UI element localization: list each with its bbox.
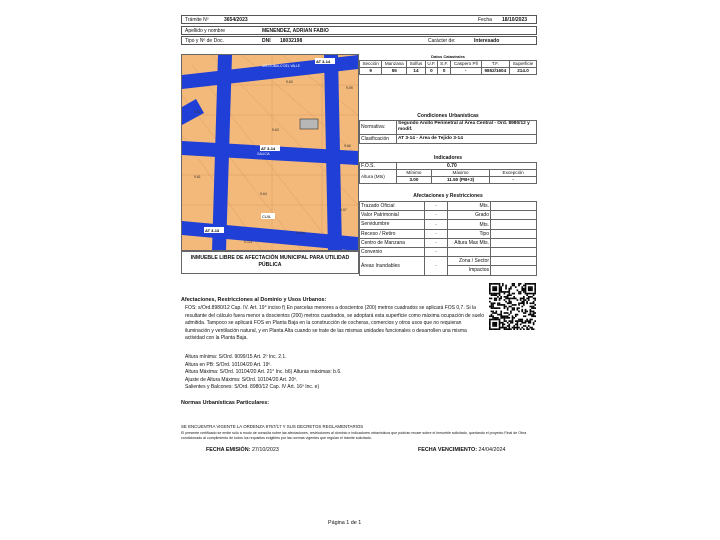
map-svg	[182, 55, 358, 251]
vencimiento-value: 24/04/2024	[478, 447, 506, 453]
street-label-top: ARISTOBULO DEL VALLE	[262, 64, 301, 68]
afectacion-extra	[491, 202, 537, 211]
inmueble-box	[181, 250, 359, 274]
zone-label-top: AT 3-14	[316, 59, 331, 64]
fecha-label: Fecha	[478, 17, 492, 23]
altura-label: Altura (Mts)	[360, 170, 397, 184]
afectacion-row	[360, 220, 537, 229]
parcel-label: 9-60	[286, 80, 293, 84]
parcel-label: 9-61	[194, 175, 201, 179]
zone-label-mid: AT 3-14	[261, 146, 276, 151]
catastral-header: Superficie	[510, 61, 537, 68]
condiciones-title: Condiciones Urbanísticas	[417, 113, 479, 119]
clasificacion-value: AT 3-14 - Área de Tejido 3-14	[397, 134, 537, 143]
afectacion-label: Valor Patrimonial	[360, 211, 425, 220]
inundables-row	[360, 257, 537, 266]
condiciones-table	[359, 120, 537, 144]
parcel-label: 9-124	[296, 231, 305, 235]
parcel-label: 9-121	[244, 240, 253, 244]
catastral-header: Solfus	[407, 61, 425, 68]
catastral-table	[359, 60, 537, 75]
afectacion-extra	[491, 238, 537, 247]
impactos-value	[491, 266, 537, 275]
afectacion-row	[360, 248, 537, 257]
certificate-page	[178, 12, 540, 532]
normativa-value: Segundo Anillo Perimetral al Área Central - Ord. 8980/12 y modif.	[397, 121, 537, 135]
emision-label: FECHA EMISIÓN:	[206, 447, 251, 453]
catastral-value: 214.0	[510, 68, 537, 75]
header-row-3	[181, 36, 537, 45]
parcel-label: 9-62	[194, 110, 201, 114]
altura-item: Altura Máxima: S/Ord. 10104/20 Art. 21° Inc. b6) Alturas máximas: b.6.	[185, 369, 342, 376]
afectacion-value: -	[425, 229, 448, 238]
catastral-header: S.F.	[438, 61, 451, 68]
afectacion-row	[360, 229, 537, 238]
indicadores-section	[359, 154, 537, 184]
qr-code	[489, 283, 536, 330]
tramite-label: Trámite Nº	[185, 17, 209, 23]
catastral-header: T.F.	[481, 61, 509, 68]
afectaciones-section	[359, 192, 537, 276]
catastral-header-row	[360, 61, 537, 68]
catastral-value: 9	[360, 68, 382, 75]
emision-value: 27/10/2023	[251, 447, 279, 453]
catastral-value: 14	[407, 68, 425, 75]
afectacion-value: -	[425, 220, 448, 229]
afect-section-text: FOS: s/Ord.8980/12 Cap. IV. Art. 19° inciso f) En parcelas menores a doscientos (200) metros cuadrados se aplicará FOS 0,7. Si la resultante del cálculo fuera menor a doscientos (200) metros cuadrados, se adoptará esta superficie como máxima ocupación de suelo admitida. Tampoco se aplicará FOS en Planta Baja en la construcción de cocheras, comercios y otros usos que no requieran iluminación y ventilación natural, y en Planta Alta cuando se trate de las mismas unidades funcionales o desarrollen una misma actividad con la Planta Baja.	[185, 305, 485, 342]
indicadores-table	[359, 162, 537, 184]
fecha-value: 18/10/2023	[502, 17, 528, 23]
street-label-mid: GALICIA	[257, 152, 270, 156]
afectacion-value: -	[425, 202, 448, 211]
catastral-header: Caspero Pll	[450, 61, 481, 68]
zona-label: Zona / Sector	[448, 257, 491, 266]
catastral-section	[359, 54, 537, 75]
catastral-value-row	[360, 68, 537, 75]
cuil-label: CUIL	[262, 214, 272, 219]
tramite-value: 3654/2023	[224, 17, 248, 23]
catastral-value: 0	[425, 68, 438, 75]
parcel-label: 9-59	[346, 86, 353, 90]
afectacion-row	[360, 211, 537, 220]
zone-label-bottom: AT 3-13	[205, 228, 220, 233]
caracter-label: Carácter de:	[428, 38, 456, 44]
col-maximo: Máximo	[431, 170, 489, 177]
doc-number: 18032198	[280, 38, 303, 44]
indicadores-title: Indicadores	[433, 155, 463, 161]
minimo-value: 3.00	[397, 177, 432, 184]
afectaciones-title: Afectaciones y Restricciones	[413, 193, 483, 199]
vigente-text: SE ENCUENTRA VIGENTE LA ORDENZA 9757/17 Y SUS DECRETOS REGLAMENTARIOS	[181, 424, 364, 429]
altura-item: Salientes y Balcones: S/Ord. 8980/12 Cap. IV Art. 16º Inc. e)	[185, 384, 320, 391]
afectacion-extra	[491, 220, 537, 229]
afectacion-label: Trazado Oficial	[360, 202, 425, 211]
afectacion-label: Convenio	[360, 248, 425, 257]
catastral-title: Datos Catastrales	[431, 54, 465, 59]
altura-item: Ajuste de Altura Máxima: S/Ord. 10104/20 Art. 20º.	[185, 376, 298, 383]
catastral-value: 9852/1604	[481, 68, 509, 75]
alturas-list	[185, 354, 485, 392]
doc-label: Tipo y Nº de Doc.	[185, 38, 224, 44]
inundables-label: Áreas Inundables	[360, 257, 425, 275]
impactos-label: Impactos	[448, 266, 491, 275]
afectacion-unit: Altura Max Mts.	[448, 238, 491, 247]
parcel-label: 9-64	[260, 192, 267, 196]
excepcion-value: -	[490, 177, 537, 184]
doc-type: DNI	[262, 38, 271, 44]
apellido-value: MENENDEZ, ADRIAN FABIO	[262, 28, 329, 34]
afectacion-unit: Tipo	[448, 229, 491, 238]
condiciones-section	[359, 112, 537, 144]
afectacion-label: Servidumbre	[360, 220, 425, 229]
afectacion-unit: Grado	[448, 211, 491, 220]
catastral-value: -	[450, 68, 481, 75]
vencimiento-block	[418, 447, 505, 454]
parcel-label: 9-63	[272, 128, 279, 132]
afectacion-unit	[448, 248, 491, 257]
zoning-map	[181, 54, 359, 252]
afectacion-value: -	[425, 238, 448, 247]
normativa-label: Normativa:	[360, 121, 397, 135]
parcel-label: 9-66	[344, 144, 351, 148]
page-number: Página 1 de 1	[328, 520, 362, 526]
emision-block	[206, 447, 279, 454]
col-minimo: Mínimo	[397, 170, 432, 177]
catastral-header: U.F.	[425, 61, 438, 68]
catastral-value: 0	[438, 68, 451, 75]
inmueble-text: INMUEBLE LIBRE DE AFECTACIÓN MUNICIPAL PARA UTILIDAD PÚBLICA	[190, 255, 350, 268]
afectacion-unit: Mts.	[448, 220, 491, 229]
altura-item: Altura mínima: S/Ord. 9099/15 Art. 2º Inc. 2.1.	[185, 354, 287, 360]
zona-value	[491, 257, 537, 266]
afectacion-value: -	[425, 248, 448, 257]
altura-item: Altura en PB: S/Ord. 10104/20 Art. 19º.	[185, 361, 272, 368]
catastral-header: Sección	[360, 61, 382, 68]
afectacion-value: -	[425, 211, 448, 220]
afectacion-extra	[491, 229, 537, 238]
afectacion-label: Receso / Retiro	[360, 229, 425, 238]
parcel-label: 9-57	[340, 208, 347, 212]
caracter-value: Interesado	[474, 38, 500, 44]
inundables-value: -	[425, 257, 448, 275]
disclaimer-text: El presente certificado se emite sólo a modo de consulta sobre las afectaciones, restricciones al dominio e indicadores urbanísticos que podrían recaer sobre el inmueble solicitado, quedando el proyecto Final de Obra condicionado al cumplimiento de todos los requisitos exigibles por las normas vigentes que regulan el trámite solicitado.	[181, 431, 527, 440]
maximo-value: 11.50 (PB+3)	[431, 177, 489, 184]
normas-title: Normas Urbanísticas Particulares:	[181, 400, 270, 406]
col-excepcion: Excepción	[490, 170, 537, 177]
catastral-value: 55	[382, 68, 407, 75]
target-parcel	[300, 119, 318, 129]
header-row-1	[181, 15, 537, 24]
afectacion-row	[360, 238, 537, 247]
clasificacion-label: Clasificación	[360, 134, 397, 143]
afectacion-row	[360, 202, 537, 211]
catastral-header: Manzana	[382, 61, 407, 68]
fos-label: F.O.S.	[360, 163, 397, 170]
afectaciones-table	[359, 201, 537, 276]
afectacion-extra	[491, 211, 537, 220]
fos-value: 0.70	[397, 163, 537, 170]
vencimiento-label: FECHA VENCIMIENTO:	[418, 447, 477, 453]
afect-section-title: Afectaciones, Restricciones al Dominio y Usos Urbanos:	[181, 297, 327, 303]
afectacion-unit: Mts.	[448, 202, 491, 211]
header-row-2	[181, 26, 537, 35]
afectacion-extra	[491, 248, 537, 257]
afectacion-label: Centro de Manzana	[360, 238, 425, 247]
apellido-label: Apellido y nombre	[185, 28, 226, 34]
